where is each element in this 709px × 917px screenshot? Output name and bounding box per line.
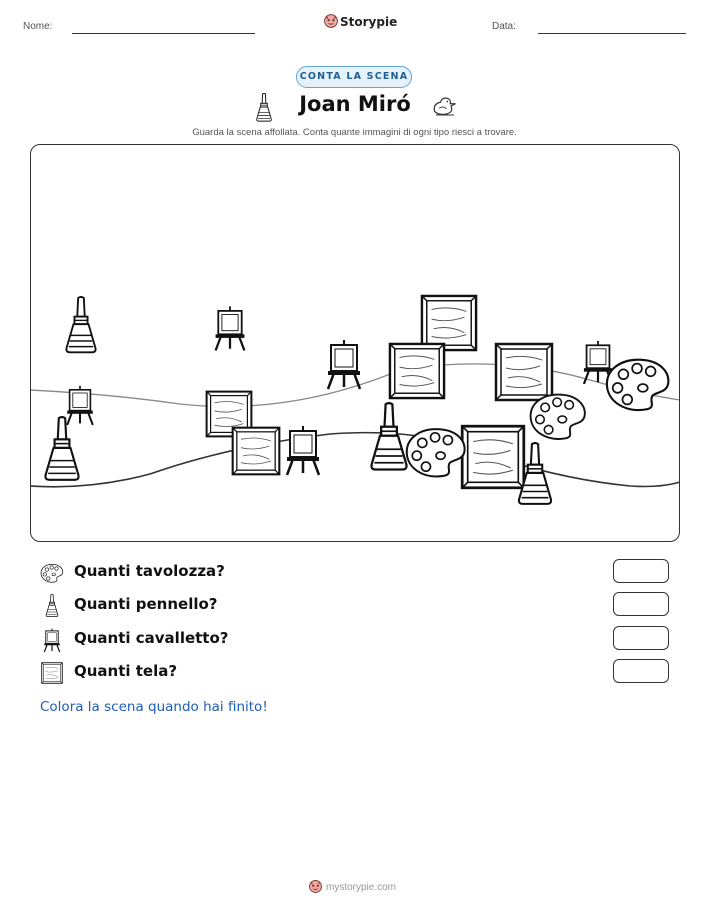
palette-item (406, 429, 464, 476)
question-text: Quanti tavolozza? (74, 562, 225, 580)
site-url[interactable]: mystorypie.com (326, 882, 397, 893)
brush-icon (254, 93, 274, 123)
brush-icon (40, 594, 64, 618)
date-label: Data: (492, 21, 516, 32)
question-easel (40, 627, 600, 653)
canvas-item (462, 426, 524, 488)
canvas-item (389, 343, 443, 397)
palette-item (606, 359, 667, 409)
page-title: Joan Miró (299, 92, 411, 116)
palette-icon (40, 561, 64, 585)
question-palette (40, 560, 600, 586)
easel-icon (40, 628, 64, 652)
question-canvas (40, 660, 600, 686)
storypie-logo-icon (323, 13, 339, 29)
question-text: Quanti tela? (74, 662, 178, 680)
bird-icon (430, 94, 460, 118)
easel-item (67, 385, 93, 424)
brush-item (45, 417, 78, 480)
question-brush (40, 593, 600, 619)
easel-item (287, 426, 319, 475)
canvas-item (496, 344, 552, 400)
answer-box-canvas[interactable] (613, 659, 669, 683)
question-text: Quanti pennello? (74, 595, 218, 613)
brush-item (66, 296, 95, 351)
easel-item (328, 340, 360, 389)
activity-badge: CONTA LA SCENA (296, 66, 412, 88)
coloring-note: Colora la scena quando hai finito! (40, 699, 268, 715)
palette-item (530, 394, 584, 438)
name-line[interactable] (72, 33, 255, 34)
counting-scene (30, 144, 680, 542)
brand-name: Storypie (340, 15, 398, 29)
answer-box-brush[interactable] (613, 592, 669, 616)
canvas-icon (40, 661, 64, 685)
instructions: Guarda la scena affollata. Conta quante immagini di ogni tipo riesci a trovare. (192, 127, 517, 138)
date-line[interactable] (538, 33, 686, 34)
answer-box-easel[interactable] (613, 626, 669, 650)
storypie-footer-icon (308, 879, 323, 894)
canvas-item (421, 295, 475, 349)
answer-box-palette[interactable] (613, 559, 669, 583)
brush-item (371, 403, 406, 469)
canvas-item (232, 427, 279, 474)
question-text: Quanti cavalletto? (74, 629, 229, 647)
name-label: Nome: (23, 21, 53, 32)
easel-item (215, 306, 244, 350)
